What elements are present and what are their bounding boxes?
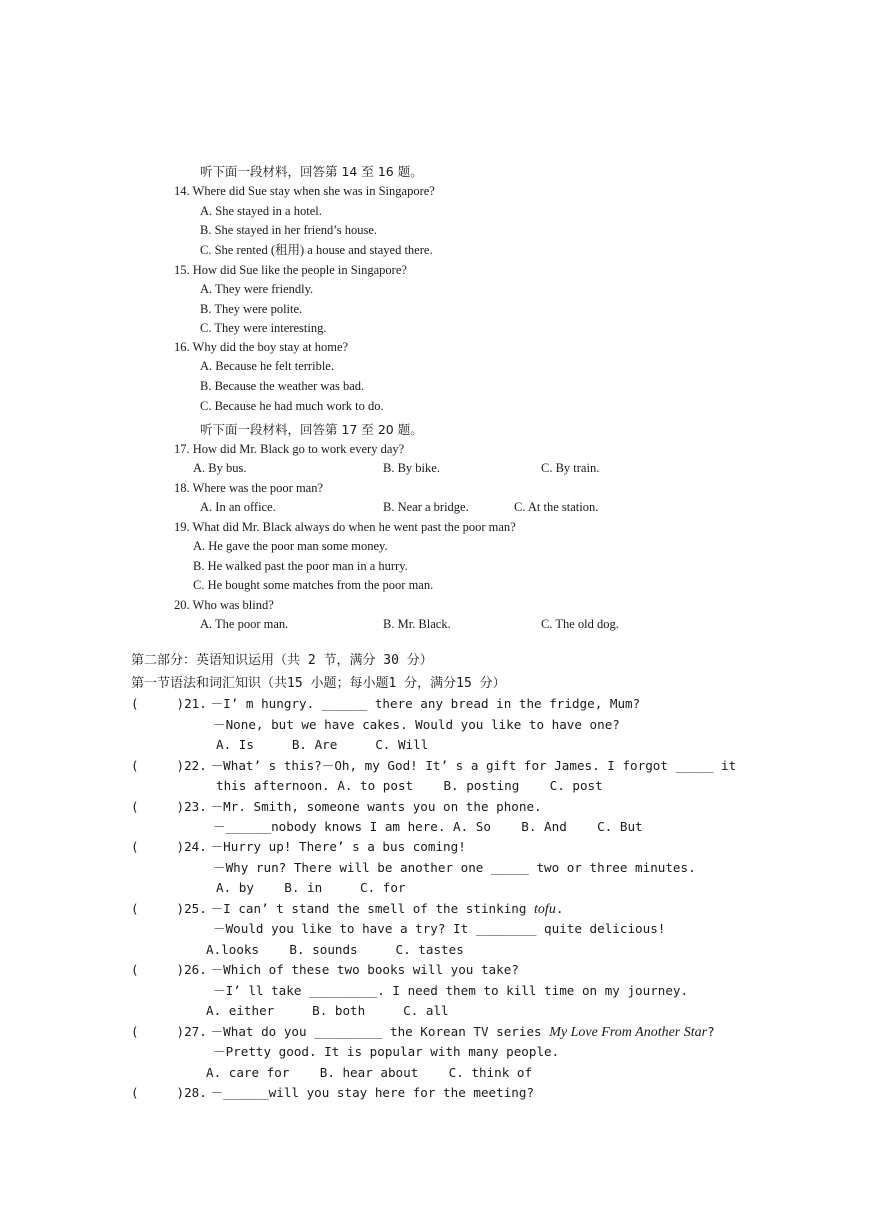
q16-stem: 16. Why did the boy stay at home? bbox=[174, 340, 349, 354]
section1-title: 第一节语法和词汇知识（共15 小题；每小题1 分，满分15 分） bbox=[131, 676, 506, 691]
q27-line1-end: ? bbox=[707, 1024, 715, 1039]
q16-option-a: A. Because he felt terrible. bbox=[200, 359, 334, 373]
q27-line1-italic: My Love From Another Star bbox=[549, 1025, 708, 1040]
q15-stem: 15. How did Sue like the people in Singapore? bbox=[174, 263, 407, 277]
q21-number: ( )21. bbox=[131, 696, 207, 711]
q17-option-c: C. By train. bbox=[541, 461, 600, 475]
q25-line1-text: －I can’ t stand the smell of the stinking bbox=[203, 901, 535, 916]
q27-number: ( )27. bbox=[131, 1024, 207, 1039]
q19-option-a: A. He gave the poor man some money. bbox=[193, 539, 388, 553]
part2-title: 第二部分：英语知识运用（共 2 节，满分 30 分） bbox=[131, 653, 433, 668]
q18-stem: 18. Where was the poor man? bbox=[174, 481, 324, 495]
q25-line1-italic: tofu bbox=[534, 902, 556, 917]
q24-options: A. by B. in C. for bbox=[216, 880, 406, 895]
q14-option-a: A. She stayed in a hotel. bbox=[200, 204, 322, 218]
q22-line2: this afternoon. A. to post B. posting C. post bbox=[216, 778, 603, 793]
q27-line1 bbox=[203, 1026, 715, 1040]
q22-number: ( )22. bbox=[131, 758, 207, 773]
q26-line2: －I’ ll take _________. I need them to kill time on my journey. bbox=[213, 983, 689, 998]
q24-number: ( )24. bbox=[131, 839, 207, 854]
q25-line2: －Would you like to have a try? It ________ quite delicious! bbox=[213, 921, 666, 936]
q15-option-c: C. They were interesting. bbox=[200, 321, 327, 335]
q18-option-c: C. At the station. bbox=[514, 500, 599, 514]
q17-stem: 17. How did Mr. Black go to work every day? bbox=[174, 442, 405, 456]
q14-option-b: B. She stayed in her friend’s house. bbox=[200, 223, 378, 237]
q23-line2: －______nobody knows I am here. A. So B. And C. But bbox=[213, 819, 643, 834]
q16-option-c: C. Because he had much work to do. bbox=[200, 399, 384, 413]
q18-option-b: B. Near a bridge. bbox=[383, 500, 469, 514]
q18-option-a: A. In an office. bbox=[200, 500, 276, 514]
q21-line2: －None, but we have cakes. Would you like to have one? bbox=[213, 717, 620, 732]
q27-line1-text: －What do you _________ the Korean TV series bbox=[203, 1024, 550, 1039]
q26-line1: －Which of these two books will you take? bbox=[203, 962, 519, 977]
q14-stem: 14. Where did Sue stay when she was in Singapore? bbox=[174, 184, 435, 198]
q20-option-b: B. Mr. Black. bbox=[383, 617, 451, 631]
q25-options: A.looks B. sounds C. tastes bbox=[206, 942, 464, 957]
q25-number: ( )25. bbox=[131, 901, 207, 916]
q28-number: ( )28. bbox=[131, 1085, 207, 1100]
listening-intro-14-16: 听下面一段材料，回答第 14 至 16 题。 bbox=[200, 164, 423, 179]
q17-option-b: B. By bike. bbox=[383, 461, 440, 475]
q25-line1-end: . bbox=[555, 901, 564, 916]
q27-line2: －Pretty good. It is popular with many people. bbox=[213, 1044, 560, 1059]
q22-line1: －What’ s this?－Oh, my God! It’ s a gift for James. I forgot _____ it bbox=[203, 758, 737, 773]
q16-option-b: B. Because the weather was bad. bbox=[200, 379, 365, 393]
q27-options: A. care for B. hear about C. think of bbox=[206, 1065, 533, 1080]
q28-line1: －______will you stay here for the meeting? bbox=[203, 1085, 535, 1100]
q17-option-a: A. By bus. bbox=[193, 461, 247, 475]
q24-line1: －Hurry up! There’ s a bus coming! bbox=[203, 839, 466, 854]
q14-option-c: C. She rented (租用) a house and stayed there. bbox=[200, 243, 433, 257]
q21-line1: －I’ m hungry. ______ there any bread in the fridge, Mum? bbox=[203, 696, 641, 711]
q15-option-a: A. They were friendly. bbox=[200, 282, 314, 296]
q19-option-b: B. He walked past the poor man in a hurry. bbox=[193, 559, 408, 573]
q26-options: A. either B. both C. all bbox=[206, 1003, 449, 1018]
q23-number: ( )23. bbox=[131, 799, 207, 814]
q25-line1 bbox=[203, 903, 563, 917]
q23-line1: －Mr. Smith, someone wants you on the phone. bbox=[203, 799, 542, 814]
q24-line2: －Why run? There will be another one _____ two or three minutes. bbox=[213, 860, 696, 875]
q20-option-a: A. The poor man. bbox=[200, 617, 289, 631]
q19-stem: 19. What did Mr. Black always do when he went past the poor man? bbox=[174, 520, 516, 534]
q19-option-c: C. He bought some matches from the poor man. bbox=[193, 578, 434, 592]
q20-option-c: C. The old dog. bbox=[541, 617, 619, 631]
listening-intro-17-20: 听下面一段材料，回答第 17 至 20 题。 bbox=[200, 422, 423, 437]
q15-option-b: B. They were polite. bbox=[200, 302, 303, 316]
q20-stem: 20. Who was blind? bbox=[174, 598, 274, 612]
q26-number: ( )26. bbox=[131, 962, 207, 977]
q21-options: A. Is B. Are C. Will bbox=[216, 737, 429, 752]
